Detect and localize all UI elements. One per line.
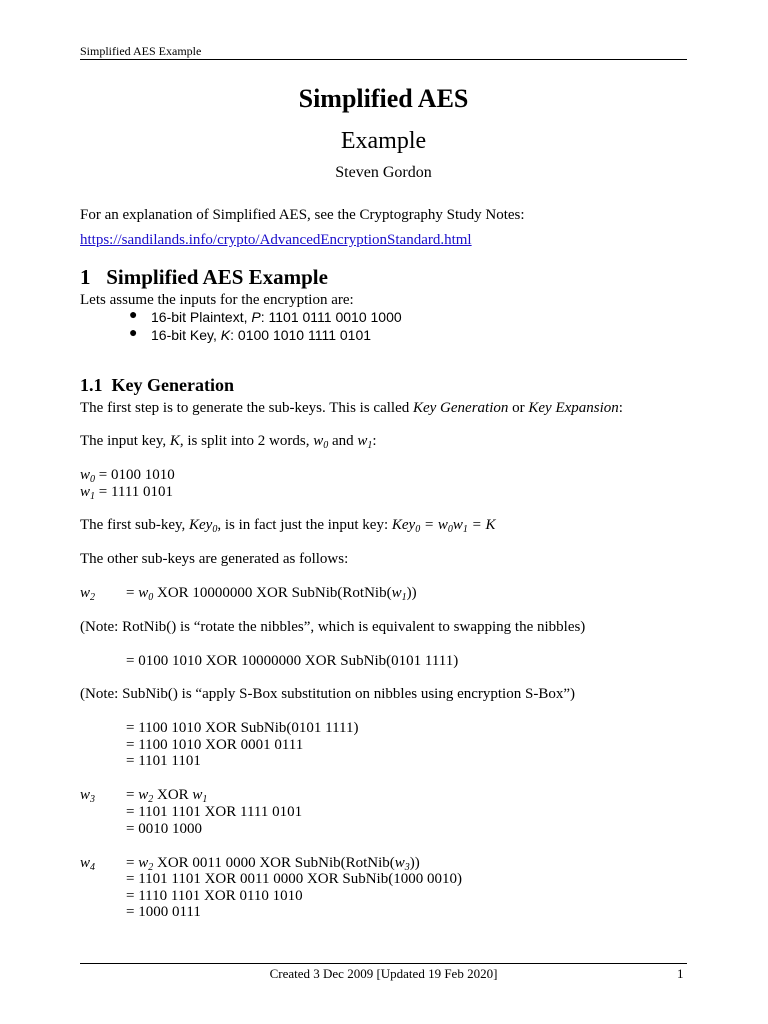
w4-step: = 1110 1101 XOR 0110 1010 bbox=[126, 888, 303, 904]
w4-label: $w_4$ bbox=[80, 855, 96, 873]
page-number: 1 bbox=[677, 966, 684, 981]
footer-created: Created 3 Dec 2009 [Updated 19 Feb 2020] bbox=[269, 966, 498, 981]
section-1-heading bbox=[80, 265, 328, 290]
section-1-1-heading bbox=[80, 375, 234, 396]
bullet-key: 16-bit Key, K: 0100 1010 1111 0101 bbox=[151, 327, 372, 343]
rotnib-note: (Note: RotNib() is “rotate the nibbles”, which is equivalent to swapping the nibbles) bbox=[80, 619, 586, 635]
keygen-paragraph: The first step is to generate the sub-keys. This is called Key Generation or Key Expansion: bbox=[80, 400, 623, 416]
bullet-icon: ● bbox=[129, 308, 138, 323]
study-notes-link[interactable]: https://sandilands.info/crypto/AdvancedEncryptionStandard.html bbox=[80, 232, 472, 248]
w4-result: = 1000 0111 bbox=[126, 904, 201, 920]
w2-step: = 1100 1010 XOR 0001 0111 bbox=[126, 737, 304, 753]
section-1-intro: Lets assume the inputs for the encryption are: bbox=[80, 292, 354, 308]
w3-equation: = $w_2$ XOR $w_1$ bbox=[126, 787, 208, 805]
section-number: 1.1 bbox=[80, 375, 103, 395]
intro-paragraph: For an explanation of Simplified AES, see the Cryptography Study Notes: bbox=[80, 207, 525, 223]
other-subkeys-paragraph: The other sub-keys are generated as follows: bbox=[80, 551, 349, 567]
w3-step: = 1101 1101 XOR 1111 0101 bbox=[126, 804, 303, 820]
w3-label: $w_3$ bbox=[80, 787, 96, 805]
document-title: Simplified AES bbox=[298, 84, 469, 113]
w2-result: = 1101 1101 bbox=[126, 753, 201, 769]
running-header: Simplified AES Example bbox=[80, 44, 202, 58]
split-key-paragraph: The input key, K, is split into 2 words, $w_0$ and $w_1$: bbox=[80, 433, 377, 451]
w2-label: $w_2$ bbox=[80, 585, 96, 603]
w1-line: $w_1 = 1111$ 0101 bbox=[80, 484, 174, 502]
w2-step: = 1100 1010 XOR SubNib(0101 1111) bbox=[126, 720, 359, 736]
document-subtitle: Example bbox=[340, 128, 427, 154]
bullet-plaintext: 16-bit Plaintext, P: 1101 0111 0010 1000 bbox=[151, 309, 402, 325]
section-title: Simplified AES Example bbox=[106, 265, 328, 289]
section-number: 1 bbox=[80, 265, 91, 289]
w4-equation: = $w_2$ XOR 0011 0000 XOR $SubNib(RotNib(w_3))$ bbox=[126, 855, 420, 873]
w0-line: $w_0 = 0100$ 1010 bbox=[80, 467, 175, 485]
subnib-note: (Note: SubNib() is “apply S-Box substitution on nibbles using encryption S-Box”) bbox=[80, 686, 575, 702]
w4-step: = 1101 1101 XOR 0011 0000 XOR SubNib(1000 0010) bbox=[126, 871, 462, 887]
footer-rule bbox=[80, 963, 687, 964]
section-title: Key Generation bbox=[111, 375, 234, 395]
w2-equation: = $w_0$ XOR 10000000 XOR $SubNib(RotNib(w_1))$ bbox=[126, 585, 417, 603]
header-rule bbox=[80, 59, 687, 60]
w2-step: = 0100 1010 XOR 10000000 XOR SubNib(0101 1111) bbox=[126, 653, 459, 669]
bullet-icon: ● bbox=[129, 326, 138, 341]
document-author: Steven Gordon bbox=[335, 164, 432, 181]
first-subkey-paragraph: The first sub-key, Key$_0$, is in fact just the input key: $Key_0 = w_0w_1 = K$ bbox=[80, 517, 496, 535]
w3-result: = 0010 1000 bbox=[126, 821, 202, 837]
